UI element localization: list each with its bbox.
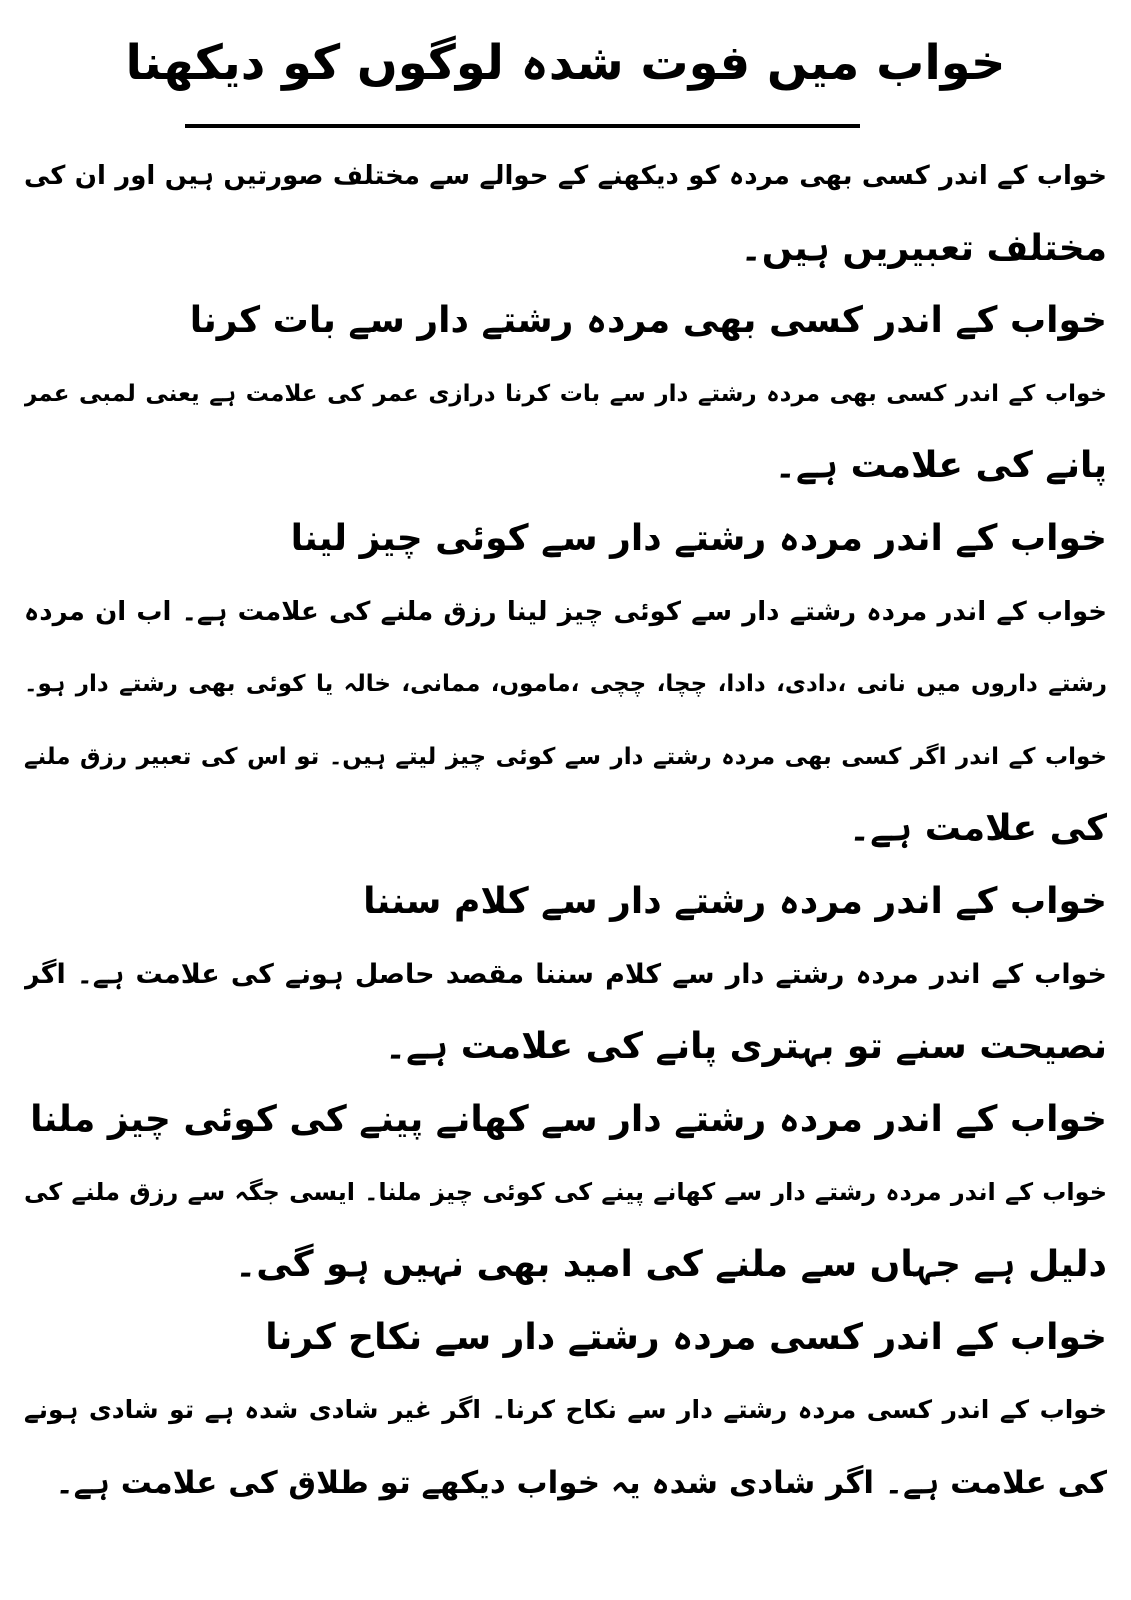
text-line: خواب کے اندر کسی مردہ رشتے دار سے نکاح کرنا	[265, 1316, 1107, 1358]
text-line: خواب کے اندر کسی بھی مردہ رشتے دار سے بات کرنا	[189, 300, 1107, 342]
text-line: خواب کے اندر کسی بھی مردہ رشتے دار سے بات کرنا درازی عمر کی علامت ہے یعنی لمبی عمر	[24, 380, 1107, 407]
text-line: پانے کی علامت ہے۔	[774, 445, 1107, 487]
text-line: خواب کے اندر مردہ رشتے دار سے کوئی چیز لینا	[290, 517, 1107, 559]
text-line: مختلف تعبیریں ہیں۔	[740, 227, 1107, 269]
article-body	[24, 140, 1107, 1519]
text-line: خواب کے اندر کسی بھی مردہ کو دیکھنے کے حوالے سے مختلف صورتیں ہیں اور ان کی	[24, 161, 1107, 191]
text-line: کی علامت ہے۔	[848, 808, 1107, 850]
text-line: خواب کے اندر مردہ رشتے دار سے کھانے پینے کی کوئی چیز ملنا	[30, 1098, 1107, 1140]
text-line: خواب کے اندر مردہ رشتے دار سے کلام سننا	[363, 880, 1107, 922]
text-line: خواب کے اندر مردہ رشتے دار سے کوئی چیز لینا رزق ملنے کی علامت ہے۔ اب ان مردہ	[24, 596, 1107, 627]
text-line: خواب کے اندر مردہ رشتے دار سے کلام سننا مقصد حاصل ہونے کی علامت ہے۔ اگر	[24, 958, 1107, 990]
text-line: خواب کے اندر اگر کسی بھی مردہ رشتے دار سے کوئی چیز لیتے ہیں۔ تو اس کی تعبیر رزق ملنے	[24, 743, 1107, 770]
text-line: خواب کے اندر کسی مردہ رشتے دار سے نکاح کرنا۔ اگر غیر شادی شدہ ہے تو شادی ہونے	[24, 1395, 1107, 1425]
text-line: نصیحت سنے تو بہتری پانے کی علامت ہے۔	[384, 1026, 1107, 1068]
page-title: خواب میں فوت شدہ لوگوں کو دیکھنا	[125, 35, 1006, 91]
text-line: کی علامت ہے۔ اگر شادی شدہ یہ خواب دیکھے تو طلاق کی علامت ہے۔	[55, 1464, 1107, 1501]
title-underline	[185, 124, 860, 128]
text-line: خواب کے اندر مردہ رشتے دار سے کھانے پینے کی کوئی چیز ملنا۔ ایسی جگہ سے رزق ملنے کی	[24, 1178, 1107, 1207]
text-line: دلیل ہے جہاں سے ملنے کی امید بھی نہیں ہو گی۔	[235, 1243, 1107, 1285]
text-line: رشتے داروں میں نانی ،دادی، دادا، چچا، چچی ،ماموں، ممانی، خالہ یا کوئی بھی رشتے دار ہو۔	[24, 671, 1107, 698]
